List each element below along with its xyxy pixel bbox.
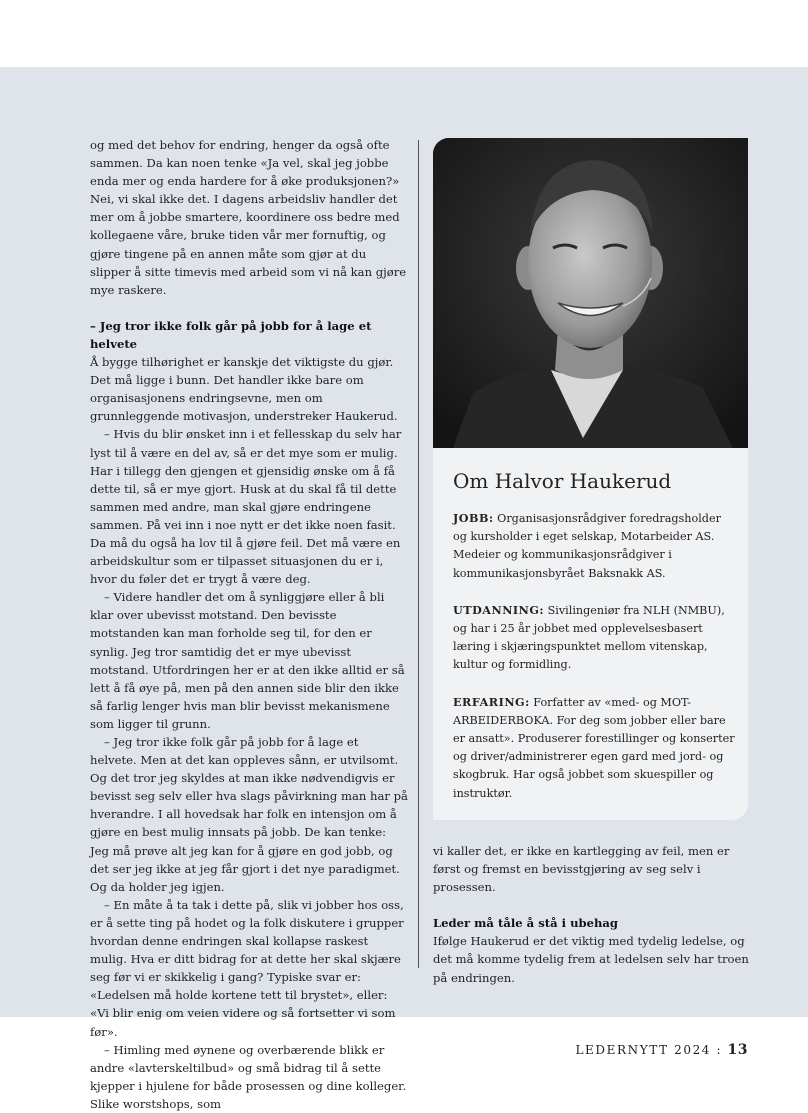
paragraph: Å bygge tilhørighet er kanskje det viktigste du gjør. Det må ligge i bunn. Det handler ikke bare om organisasjonens endringsevne, men om grunnleggende motivasjon, understreker Haukerud. <box>90 355 398 424</box>
page-footer <box>575 1042 748 1058</box>
experience-entry <box>453 693 738 803</box>
paragraph: Ifølge Haukerud er det viktig med tydelig ledelse, og det må komme tydelig frem at ledelsen selv har troen på endringen. <box>433 934 749 985</box>
job-label: JOBB: <box>453 511 494 525</box>
experience-label: ERFARING: <box>453 694 530 709</box>
section-heading: Leder må tåle å stå i ubehag <box>433 916 619 931</box>
paragraph: – Hvis du blir ønsket inn i et fellesskap du selv har lyst til å være en del av, så er det mye som er mulig. Har i tillegg den gjengen et gjensidig ønske om å få dette til, så er mye gjort. Husk at du skal få til dette sammen med andre, man skal gjøre endringene sammen. På vei inn i noe nytt er det ikke noen fasit. Da må du også ha lov til å gjøre feil. Det må være en arbeidskultur som er tilpasset situasjonen du er i, hvor du føler det er trygt å være deg. <box>90 427 402 587</box>
paragraph: – Videre handler det om å synliggjøre eller å bli klar over ubevisst motstand. Den bevisste motstanden kan man forholde seg til, for den er synlig. Jeg tror samtidig det er mye ubevisst motstand. Utfordringen her er at den ikke alltid er så lett å få øye på, men på den annen side blir den ikke så farlig lenger hvis man blir bevisst mekanismene som ligger til grunn. <box>90 590 405 731</box>
experience-text: Forfatter av «med- og MOT-ARBEIDERBOKA. For deg som jobber eller bare er ansatt». Produserer forestillinger og konserter og driver/administrerer egen gard med jord- og skogbruk. Har også jobbet som skuespiller og instruktør. <box>453 695 735 800</box>
magazine-name: LEDERNYTT 2024 : <box>575 1043 723 1057</box>
paragraph: – En måte å ta tak i dette på, slik vi jobber hos oss, er å sette ting på hodet og la folk diskutere i grupper hvordan denne endringen skal kollapse raskest mulig. Hva er ditt bidrag for at dette her skal skjære seg før vi er skikkelig i gang? Typiske svar er: «Ledelsen må holde kortene tett til brystet», eller: «Vi blir enig om veien videre og så fortsetter vi som før». <box>90 897 404 1039</box>
right-column <box>433 842 751 987</box>
column-divider <box>418 140 419 968</box>
job-text: Organisasjonsrådgiver foredragsholder og kursholder i eget selskap, Motarbeider AS. Medeier og kommunikasjonsrådgiver i kommunikasjonsbyrået Baksnakk AS. <box>453 512 721 580</box>
page-number: 13 <box>727 1042 748 1058</box>
paragraph: vi kaller det, er ikke en kartlegging av feil, men er først og fremst en bevisstgjøring av seg selv i prosessen. <box>433 844 730 895</box>
job-entry <box>453 509 738 583</box>
profile-card <box>433 138 748 820</box>
education-text: Sivilingeniør fra NLH (NMBU), og har i 25 år jobbet med opplevelsesbasert læring i skjæringspunktet mellom vitenskap, kultur og formidling. <box>453 603 725 672</box>
card-title: Om Halvor Haukerud <box>453 469 672 493</box>
section-heading: – Jeg tror ikke folk går på jobb for å lage et helvete <box>90 318 372 351</box>
education-label: UTDANNING: <box>453 602 545 617</box>
card-body <box>453 509 738 820</box>
paragraph: og med det behov for endring, henger da også ofte sammen. Da kan noen tenke «Ja vel, skal jeg jobbe enda mer og enda hardere for å øke produksjonen?» Nei, vi skal ikke det. I dagens arbeidsliv handler det mer om å jobbe smartere, koordinere oss bedre med kollegaene våre, bruke tiden vår mer fornuftig, og gjøre tingene på en annen måte som gjør at du slipper å sitte timevis med arbeid som vi nå kan gjøre mye raskere. <box>90 138 407 297</box>
paragraph: – Himling med øynene og overbærende blikk er andre «lavterskeltilbud» og små bidrag til å sette kjepper i hjulene for både prosessen og dine kolleger. Slike worstshops, som <box>90 1042 407 1111</box>
education-entry <box>453 601 738 675</box>
paragraph: – Jeg tror ikke folk går på jobb for å lage et helvete. Men at det kan oppleves sånn, er utvilsomt. Og det tror jeg skyldes at man ikke nødvendigvis er bevisst seg selv eller hva slags påvirkning man har på hverandre. I all hovedsak har folk en intensjon om å gjøre en best mulig innsats på jobb. De kan tenke: Jeg må prøve alt jeg kan for å gjøre en god jobb, og det ser jeg ikke at jeg får gjort i det nye paradigmet. Og da holder jeg igjen. <box>90 735 408 894</box>
left-column <box>90 136 408 1113</box>
portrait-photo <box>433 138 748 448</box>
